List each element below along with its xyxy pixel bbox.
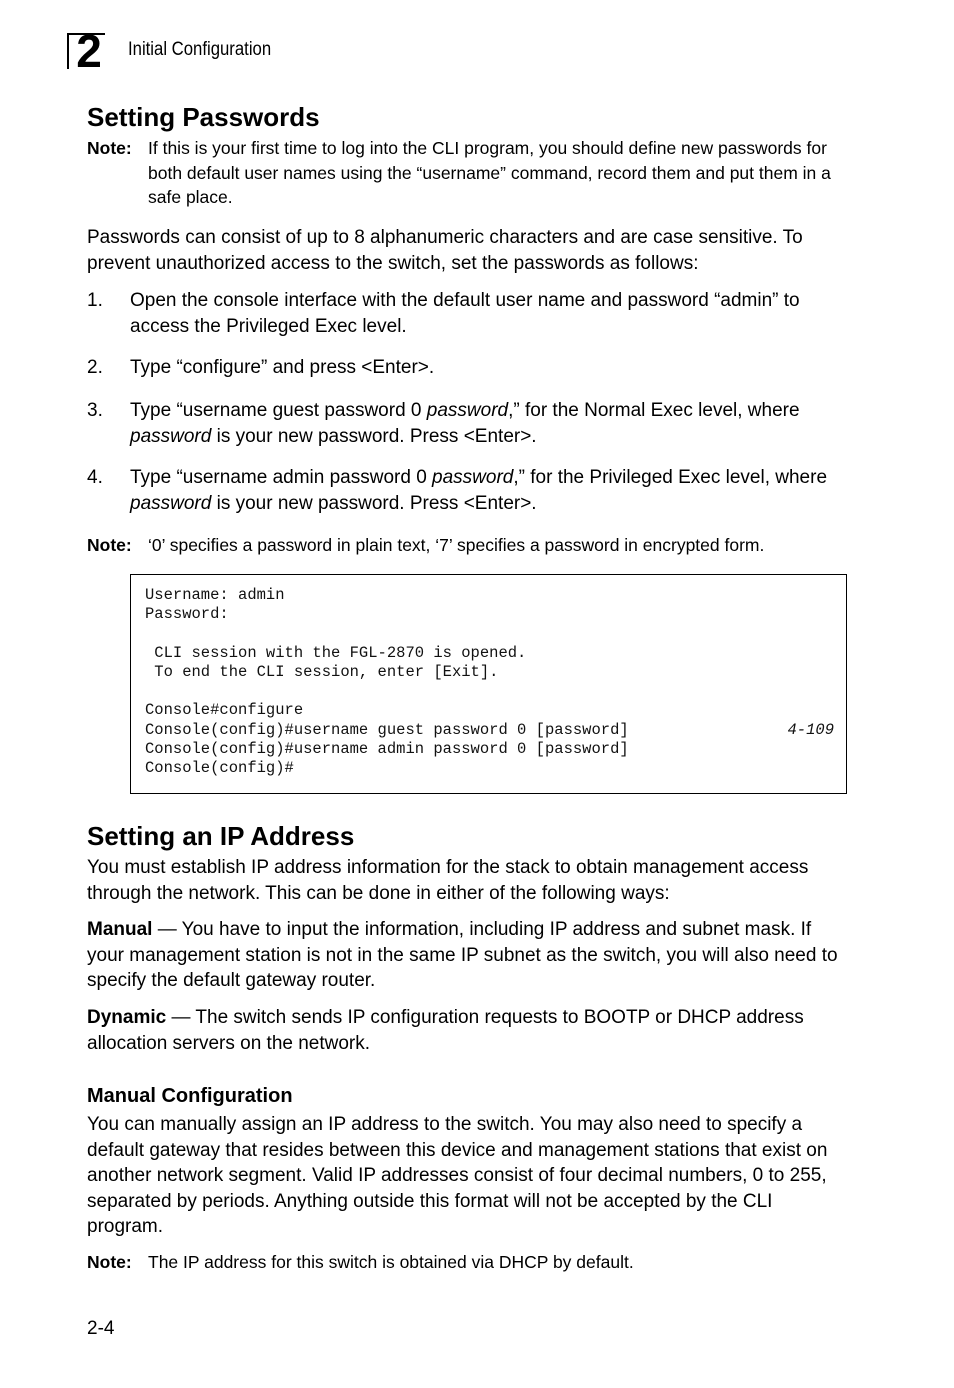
note-label: Note: [87, 138, 132, 158]
section-heading-setting-ip-address: Setting an IP Address [87, 821, 355, 851]
page-number: 2-4 [87, 1318, 115, 1339]
step-number: 1. [87, 290, 103, 311]
step-3 [87, 398, 847, 449]
code-line: To end the CLI session, enter [Exit]. [145, 663, 499, 681]
step-2 [87, 355, 847, 381]
code-line: Console(config)#username admin password 0 [password] [145, 740, 629, 758]
code-line: Console(config)#username guest password 0 [password] [145, 721, 629, 739]
step-1 [87, 288, 847, 339]
code-line: CLI session with the FGL-2870 is opened. [145, 644, 527, 662]
subsection-heading-manual-configuration: Manual Configuration [87, 1085, 293, 1107]
note-password-encoding [87, 533, 847, 558]
code-line: Console#configure [145, 701, 304, 719]
code-page-reference: 4-109 [787, 721, 834, 739]
step-number: 4. [87, 467, 103, 488]
note-text: If this is your first time to log into the CLI program, you should define new passwords for both default user names using the “username” command, record them and put them in a safe place. [148, 138, 831, 207]
code-line: Console(config)# [145, 759, 294, 777]
step-4 [87, 465, 847, 516]
step-text: Type “configure” and press <Enter>. [130, 357, 435, 378]
note-text: The IP address for this switch is obtained via DHCP by default. [148, 1252, 634, 1272]
passwords-intro-paragraph: Passwords can consist of up to 8 alphanumeric characters and are case sensitive. To prevent unauthorized access to the switch, set the passwords as follows: [87, 227, 803, 274]
cli-example-box [130, 574, 847, 794]
dynamic-option-label: Dynamic [87, 1007, 167, 1028]
placeholder-word: password [130, 492, 212, 514]
note-label: Note: [87, 535, 132, 555]
placeholder-word: password [130, 425, 212, 447]
step-number: 3. [87, 400, 103, 421]
running-header-title: Initial Configuration [128, 39, 272, 60]
manual-option-paragraph: Manual — You have to input the information, including IP address and subnet mask. If your management station is not in the same IP subnet as the switch, you will also need to specify the default gateway router. [87, 919, 838, 991]
note-dhcp-default [87, 1250, 847, 1275]
note-text: ‘0’ specifies a password in plain text, ‘7’ specifies a password in encrypted form. [148, 535, 765, 555]
ip-intro-paragraph: You must establish IP address information for the stack to obtain management access through the network. This can be done in either of the following ways: [87, 857, 809, 904]
manual-configuration-paragraph: You can manually assign an IP address to the switch. You may also need to specify a default gateway that resides between this device and management stations that exist on another network segment. Valid IP addresses consist of four decimal numbers, 0 to 255, separated by periods. Anything outside this format will not be accepted by the CLI program. [87, 1114, 828, 1237]
chapter-number: 2 [76, 25, 102, 77]
step-text: Type “username guest password 0 password,” for the Normal Exec level, where password is your new password. Press <Enter>. [130, 400, 800, 447]
step-number: 2. [87, 357, 103, 378]
code-line: Password: [145, 605, 229, 623]
manual-option-label: Manual [87, 919, 153, 940]
section-heading-setting-passwords: Setting Passwords [87, 102, 320, 132]
step-text: Open the console interface with the default user name and password “admin” to access the Privileged Exec level. [130, 290, 800, 337]
note-first-login [87, 136, 837, 210]
placeholder-word: password [426, 400, 509, 421]
step-text: Type “username admin password 0 password,” for the Privileged Exec level, where password is your new password. Press <Enter>. [130, 467, 828, 514]
dynamic-option-paragraph: Dynamic — The switch sends IP configuration requests to BOOTP or DHCP address allocation servers on the network. [87, 1007, 804, 1054]
note-label: Note: [87, 1252, 132, 1272]
placeholder-word: password [432, 467, 514, 488]
code-line: Username: admin [145, 586, 285, 604]
